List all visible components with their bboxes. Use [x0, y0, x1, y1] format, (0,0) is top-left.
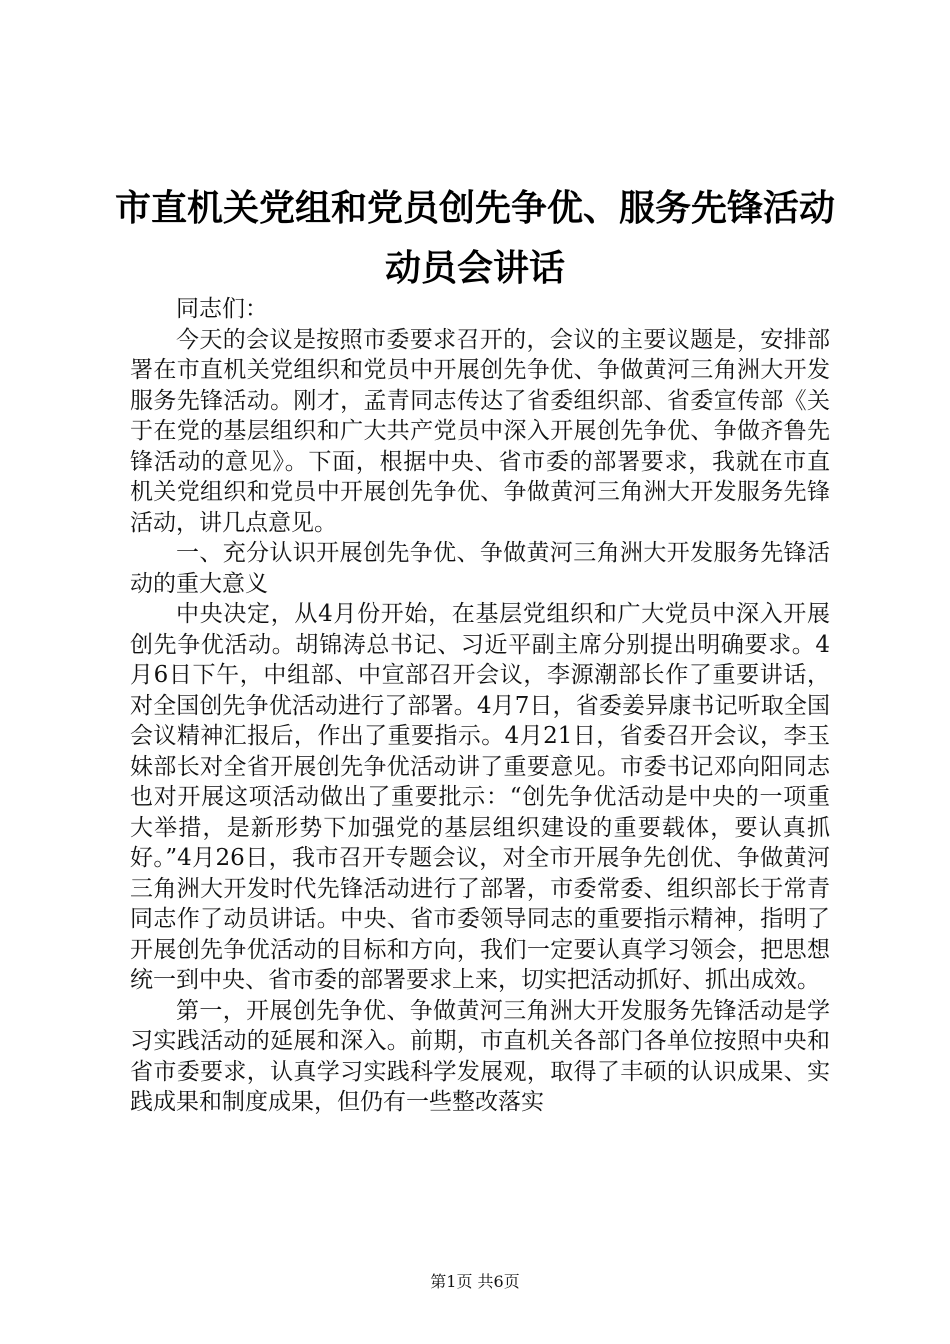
document-title-line-2: 动员会讲话	[384, 247, 565, 289]
body-paragraph: 今天的会议是按照市委要求召开的，会议的主要议题是，安排部署在市直机关党组织和党员中开展创先争优、争做黄河三角洲大开发服务先锋活动。刚才，孟青同志传达了省委组织部、省委宣传部《关于在党的基层组织和广大共产党员中深入开展创先争优、争做齐鲁先锋活动的意见》。下面，根据中央、省市委的部署要求，我就在市直机关党组织和党员中开展创先争优、争做黄河三角洲大开发服务先锋活动，讲几点意见。	[130, 326, 830, 536]
document-body	[130, 294, 830, 1118]
document-title-line-1: 市直机关党组和党员创先争优、服务先锋活动	[114, 187, 835, 229]
section-heading: 一、充分认识开展创先争优、争做黄河三角洲大开发服务先锋活动的重大意义	[130, 540, 830, 597]
salutation: 同志们：	[176, 296, 268, 322]
body-paragraph: 中央决定，从4月份开始，在基层党组织和广大党员中深入开展创先争优活动。胡锦涛总书记、习近平副主席分别提出明确要求。4月6日下午，中组部、中宣部召开会议，李源潮部长作了重要讲话，对全国创先争优活动进行了部署。4月7日，省委姜异康书记听取全国会议精神汇报后，作出了重要指示。4月21日，省委召开会议，李玉妹部长对全省开展创先争优活动讲了重要意见。市委书记邓向阳同志也对开展这项活动做出了重要批示：“创先争优活动是中央的一项重大举措，是新形势下加强党的基层组织建设的重要载体，要认真抓好。”4月26日，我市召开专题会议，对全市开展争先创优、争做黄河三角洲大开发时代先锋活动进行了部署，市委常委、组织部长于常青同志作了动员讲话。中央、省市委领导同志的重要指示精神，指明了开展创先争优活动的目标和方向，我们一定要认真学习领会，把思想统一到中央、省市委的部署要求上来，切实把活动抓好、抓出成效。	[130, 601, 830, 993]
body-paragraph: 第一，开展创先争优、争做黄河三角洲大开发服务先锋活动是学习实践活动的延展和深入。前期，市直机关各部门各单位按照中央和省市委要求，认真学习实践科学发展观，取得了丰硕的认识成果、实践成果和制度成果，但仍有一些整改落实	[130, 997, 830, 1115]
page-number-footer: 第1页 共6页	[430, 1272, 520, 1291]
